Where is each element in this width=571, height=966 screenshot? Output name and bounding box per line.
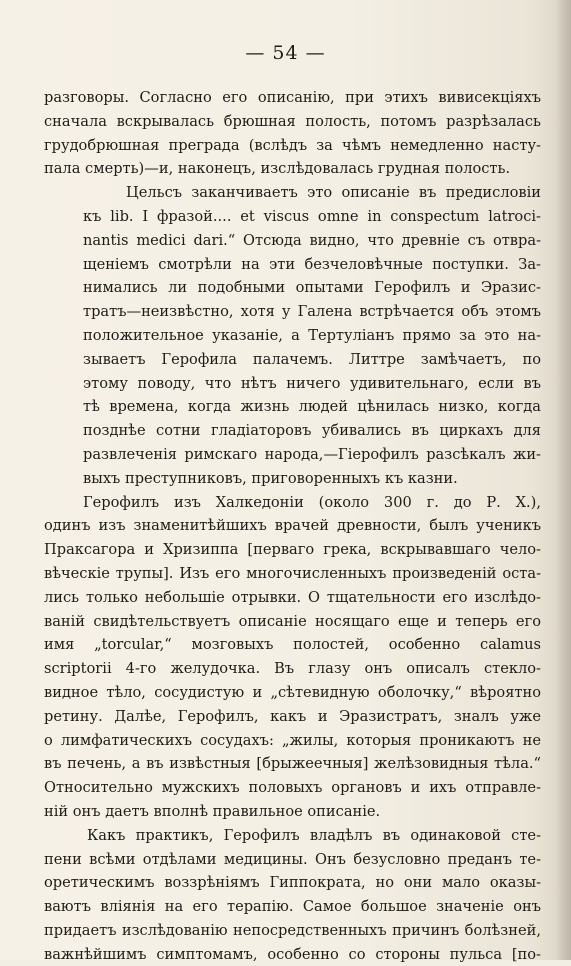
text-line: въ печень, а въ извѣстныя [брыжеечныя] желѣзовидныя тѣла.“ [44,755,541,773]
text-line: одинъ изъ знаменитѣйшихъ врачей древности, былъ ученикъ [44,517,541,535]
text-line: тѣ времена, когда жизнь людей цѣнилась низко, когда [83,398,541,416]
paragraph-first-line: Цельсъ заканчиваетъ это описаніе въ предисловіи [126,184,541,202]
paragraph-first-line: Герофилъ изъ Халкедоніи (около 300 г. до Р. Х.), [83,493,541,511]
page-edge-shadow [555,0,571,960]
text-line: грудобрюшная преграда (вслѣдъ за чѣмъ немедленно насту- [44,136,541,154]
text-line: лись только небольшіе отрывки. О тщательности его изслѣдо- [44,588,541,606]
text-line: разговоры. Согласно его описанію, при этихъ вивисекціяхъ [44,89,541,106]
text-line: имя „torcular,“ мозговыхъ полостей, особенно calamus [44,636,541,654]
text-line: Праксагора и Хризиппа [перваго грека, вскрывавшаго чело- [44,541,541,559]
text-line: щеніемъ смотрѣли на эти безчеловѣчные поступки. За- [83,255,541,273]
text-line: ваютъ вліянія на его терапію. Самое большое значеніе онъ [44,898,541,916]
text-line: пени всѣми отдѣлами медицины. Онъ безусловно преданъ те- [44,850,541,868]
paragraph-first-line: Какъ практикъ, Герофилъ владѣлъ въ одинаковой сте- [87,826,541,844]
text-line: положительное указаніе, а Тертуліанъ прямо за это на- [83,326,541,344]
text-line: scriptorii 4-го желудочка. Въ глазу онъ описалъ стекло- [44,660,541,678]
text-line: видное тѣло, сосудистую и „сѣтевидную оболочку,“ вѣроятно [44,683,541,701]
text-line: ваній свидѣтельствуетъ описаніе носящаго еще и теперь его [44,612,541,630]
text-line: оретическимъ воззрѣніямъ Гиппократа, но они мало оказы- [44,874,541,892]
text-line: важнѣйшимъ симптомамъ, особенно со стороны пульса [по- [44,945,541,963]
text-line: сначала вскрывалась брюшная полость, потомъ разрѣзалась [44,112,541,130]
text-line: позднѣе сотни гладіаторовъ убивались въ циркахъ для [83,422,541,440]
body-text [44,86,541,966]
text-line: вѣческіе трупы]. Изъ его многочисленныхъ произведеній оста- [44,564,541,582]
text-line: о лимфатическихъ сосудахъ: „жилы, которыя проникаютъ не [44,731,541,749]
text-line: къ lib. I фразой.... et viscus omne in conspectum latroci- [83,207,541,225]
text-line: Относительно мужскихъ половыхъ органовъ и ихъ отправле- [44,779,541,797]
text-line: пала смерть)—и, наконецъ, изслѣдовалась грудная полость. [44,160,511,178]
text-line: ній онъ даетъ вполнѣ правильное описаніе. [44,802,381,820]
text-line: тратъ—неизвѣстно, хотя у Галена встрѣчается объ этомъ [83,303,541,321]
text-line: ретину. Далѣе, Герофилъ, какъ и Эразистратъ, зналъ уже [44,707,541,725]
page-number: — 54 — [245,42,326,64]
text-line: этому поводу, что нѣтъ ничего удивительнаго, если въ [83,374,541,392]
text-line: зываетъ Герофила палачемъ. Литтре замѣчаетъ, по [83,350,541,368]
text-line: развлеченія римскаго народа,—Гіерофилъ разсѣкалъ жи- [83,445,541,463]
text-line: придаетъ изслѣдованію непосредственныхъ причинъ болѣзней, [44,921,541,939]
text-line: выхъ преступниковъ, приговоренныхъ къ казни. [83,469,458,487]
text-line: нимались ли подобными опытами Герофилъ и Эразис- [83,279,541,297]
text-line: nantis medici dari.“ Отсюда видно, что древніе съ отвра- [83,231,541,249]
